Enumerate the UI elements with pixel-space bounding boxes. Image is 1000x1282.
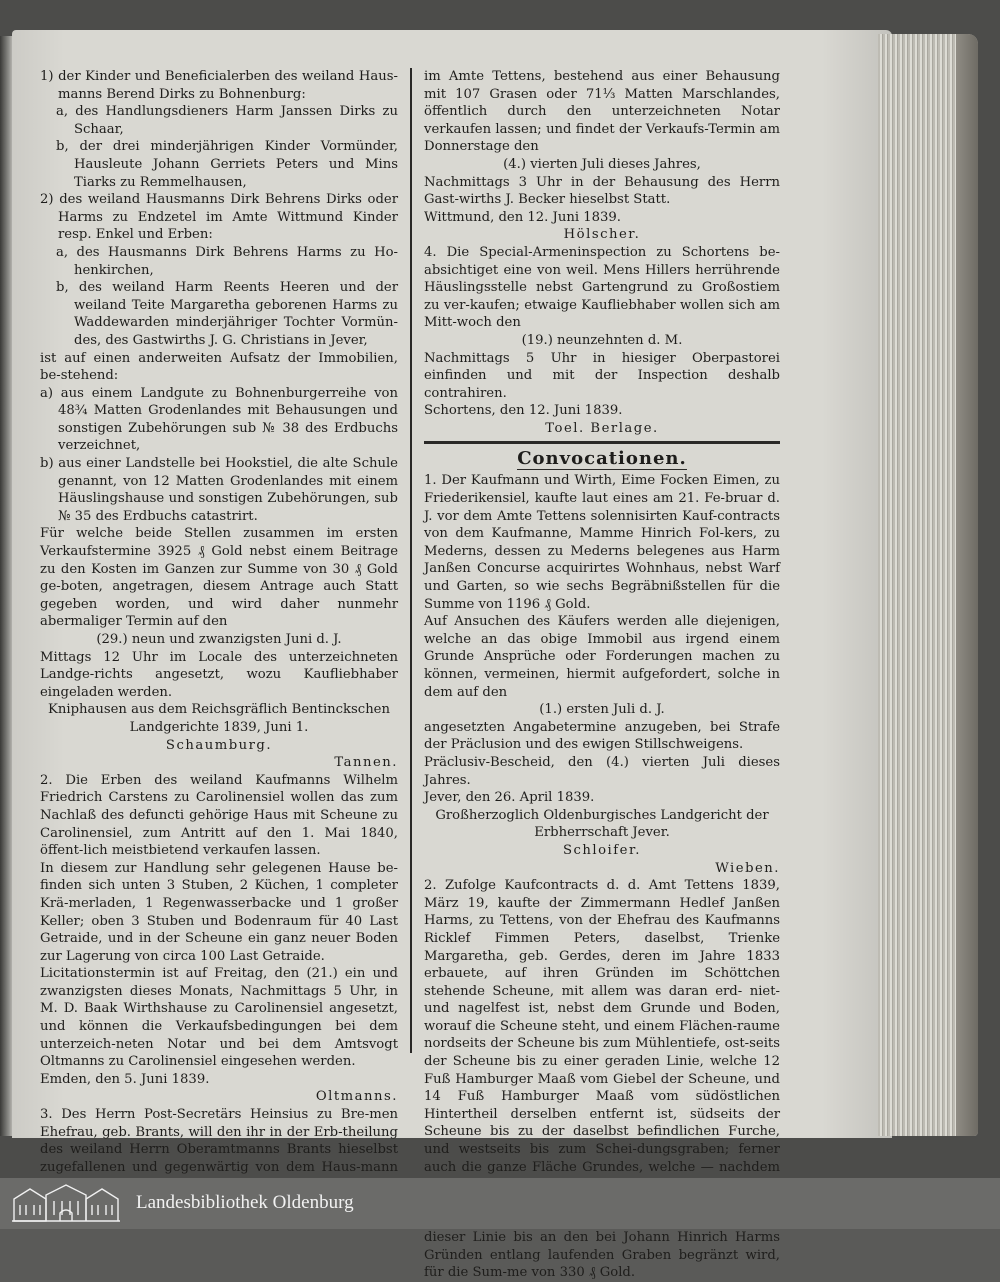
text-line-r3: Nachmittags 3 Uhr in der Behausung des Herrn Gast-wirths J. Becker hieselbst Statt. (424, 174, 780, 208)
text-line-l5: a, des Hausmanns Dirk Behrens Harms zu Ho-henkirchen, (56, 244, 398, 278)
text-line-r5: Hölscher. (563, 227, 641, 243)
section-rule (424, 441, 780, 444)
text-line-r11: 1. Der Kaufmann und Wirth, Eime Focken Eimen, zu Friederikensiel, kaufte laut eines am 21. Fe-bruar d. J. vor dem Amte Tettens solennisirten Kauf-contracts von dem Kaufmanne, Mamme Hinrich Fol-kers, zu Mederns, dessen zu Mederns belegenes aus Harm Janßen Concurse acquirirtes Wohnhaus, nebst Warf und Garten, so wie sechs Begräbnißstellen für die Summe von 1196 ₰ Gold. (424, 473, 780, 612)
left-column (40, 68, 398, 1194)
right-bottom-section (424, 472, 780, 1281)
text-line-r8: Nachmittags 5 Uhr in hiesiger Oberpastorei einfinden und mit der Inspection deshalb contrahiren. (424, 350, 780, 401)
text-line-l15: Tannen. (334, 755, 398, 771)
text-line-r4: Wittmund, den 12. Juni 1839. (424, 209, 621, 225)
text-line-l4: 2) des weiland Hausmanns Dirk Behrens Dirks oder Harms zu Endzetel im Amte Wittmund Kinder resp. Enkel und Erben: (40, 192, 398, 243)
text-line-r15: Präclusiv-Bescheid, den (4.) vierten Juli dieses Jahres. (424, 754, 780, 788)
text-line-l6: b, des weiland Harm Reents Heeren und der weiland Teite Margaretha geborenen Harms zu Waddewarden minderjähriger Tochter Vormün-des, des Gastwirths J. G. Christians in Jever, (56, 280, 398, 348)
text-line-r20: 2. Zufolge Kaufcontracts d. d. Amt Tettens 1839, März 19, kaufte der Zimmermann Hedlef Janßen Harms, zu Tettens, von der Ehefrau des Kaufmanns Ricklef Fimmen Peters, daselbst, Trienke Margaretha, geb. Gerdes, deren im Jahre 1833 erbauete, auf ihren Gründen im Schöttchen stehende Scheune, mit allem was daran erd- niet- und nagelfest ist, nebst dem Grunde und Boden, worauf die Scheune steht, und einem Flächen-raume nordseits der Scheune bis zum Mühlentiefe, ost-seits der Scheune bis zu einer geraden Linie, welche 12 Fuß Hamburger Maaß vom Giebel der Scheune, und 14 Fuß Hamburger Maaß vom südöstlichen Hintertheil derselben entfernt ist, südseits der Scheune bis zu der daselbst befindlichen Furche, und westseits bis zum Schei-dungsgraben; ferner auch die ganze Fläche Grundes, welche — nachdem dieser Linie bis an den bei Johann Hinrich Harms Gründen entlang laufenden Graben begränzt wird, für die Sum-me von 330 ₰ Gold. (424, 878, 780, 1281)
footer-bar (0, 1178, 1000, 1229)
text-line-l3: b, der drei minderjährigen Kinder Vormünder, Hausleute Johann Gerriets Peters und Mins Tiarks zu Remmelhausen, (56, 139, 398, 190)
text-line-l19: Emden, den 5. Juni 1839. (40, 1071, 210, 1087)
right-top-section (424, 68, 780, 437)
text-line-r14: angesetzten Angabetermine anzugeben, bei Strafe der Präclusion und des ewigen Stillschweigens. (424, 719, 780, 753)
text-line-l13: Kniphausen aus dem Reichsgräflich Bentinckschen Landgerichte 1839, Juni 1. (48, 702, 390, 735)
text-line-l16: 2. Die Erben des weiland Kaufmanns Wilhelm Friedrich Carstens zu Carolinensiel wollen das zum Nachlaß des defuncti gehörige Haus mit Scheune zu Carolinensiel, zum Antritt auf den 1. Mai 1840, öffent-lich meistbietend verkaufen lassen. (40, 772, 398, 859)
text-line-r10: Toel. Berlage. (545, 420, 659, 436)
text-line-l10: Für welche beide Stellen zusammen im ersten Verkaufstermine 3925 ₰ Gold nebst einem Beitrage zu den Kosten im Ganzen zur Summe von 30 ₰ Gold ge-boten, angetragen, diesem Antrage auch Statt gegeben worden, und wird daher nunmehr abermaliger Termin auf den (40, 526, 398, 630)
text-line-l8: a) aus einem Landgute zu Bohnenburgerreihe von 48¾ Matten Grodenlandes mit Behausungen und sonstigen Zubehörungen sub № 38 des Erdbuchs verzeichnet, (40, 385, 398, 454)
text-line-r6: 4. Die Special-Armeninspection zu Schortens be-absichtiget eine von weil. Mens Hillers herrührende Häuslingsstelle nebst Gartengrund zu Großostiem zu ver-kaufen; etwaige Kaufliebhaber wollen sich am Mitt-woch den (424, 244, 780, 331)
text-line-r18: Schloifer. (562, 842, 642, 858)
text-line-l9: b) aus einer Landstelle bei Hookstiel, die alte Schule genannt, von 12 Matten Grodenlandes mit einem Häuslingshause und sonstigen Zubehörungen, sub № 35 des Erdbuchs catastrirt. (40, 456, 398, 524)
library-name: Landesbibliothek Oldenburg (136, 1192, 354, 1213)
text-line-l17: In diesem zur Handlung sehr gelegenen Hause be-finden sich unten 3 Stuben, 2 Küchen, 1 completer Krä-merladen, 1 Regenwasserbacke und 1 großer Keller; oben 3 Stuben und Bodenraum für 40 Last Getraide, und in der Scheune ein ganz neuer Boden zur Lagerung von circa 100 Last Getraide. (40, 860, 398, 964)
text-line-l2: a, des Handlungsdieners Harm Janssen Dirks zu Schaar, (56, 104, 398, 137)
text-line-r7: (19.) neunzehnten d. M. (521, 332, 683, 348)
text-line-r12: Auf Ansuchen des Käufers werden alle diejenigen, welche an das obige Immobil aus irgend einem Grunde Ansprüche oder Forderungen machen zu können, vermeinen, hiermit aufgefordert, solche in dem auf den (424, 614, 780, 700)
right-column (424, 68, 780, 1282)
text-line-l20: Oltmanns. (315, 1089, 398, 1105)
text-line-l12: Mittags 12 Uhr im Locale des unterzeichneten Landge-richts angesetzt, wozu Kaufliebhaber eingeladen werden. (40, 649, 398, 700)
text-line-l14: Schaumburg. (165, 737, 273, 753)
text-line-l18: Licitationstermin ist auf Freitag, den (21.) ein und zwanzigsten dieses Monats, Nachmittags 5 Uhr, in M. D. Baak Wirthshause zu Carolinensiel angesetzt, und können die Verkaufsbedingungen bei dem unterzeich-neten Notar und bei dem Amtsvogt Oltmanns zu Carolinensiel eingesehen werden. (40, 966, 398, 1070)
text-line-l21: 3. Des Herrn Post-Secretärs Heinsius zu Bre-men Ehefrau, geb. Brants, will den ihr in der Erb-theilung des weiland Herrn Oberamtmanns Brants hieselbst zugefallenen und gegenwärtig von dem Haus-mann (40, 1107, 398, 1175)
text-line-l7: ist auf einen anderweiten Aufsatz der Immobilien, be-stehend: (40, 350, 398, 384)
text-line-r16: Jever, den 26. April 1839. (424, 790, 595, 806)
text-line-r13: (1.) ersten Juli d. J. (539, 702, 665, 718)
text-line-r19: Wieben. (715, 860, 780, 876)
text-line-r9: Schortens, den 12. Juni 1839. (424, 403, 623, 419)
text-line-r2: (4.) vierten Juli dieses Jahres, (503, 156, 701, 172)
text-line-l11: (29.) neun und zwanzigsten Juni d. J. (96, 632, 342, 647)
section-heading: Convocationen. (517, 448, 687, 470)
book-fore-edge (878, 34, 978, 1136)
text-line-r1: im Amte Tettens, bestehend aus einer Behausung mit 107 Grasen oder 71⅓ Matten Marschlandes, öffentlich durch den unterzeichneten Notar verkaufen lassen; und findet der Verkaufs-Termin am Donnerstage den (424, 69, 780, 155)
text-line-r17: Großherzoglich Oldenburgisches Landgericht der Erbherrschaft Jever. (435, 807, 769, 841)
library-building-icon (10, 1183, 122, 1223)
text-line-l1: 1) der Kinder und Beneficialerben des weiland Haus-manns Berend Dirks zu Bohnenburg: (40, 69, 398, 102)
column-divider (410, 68, 412, 1053)
